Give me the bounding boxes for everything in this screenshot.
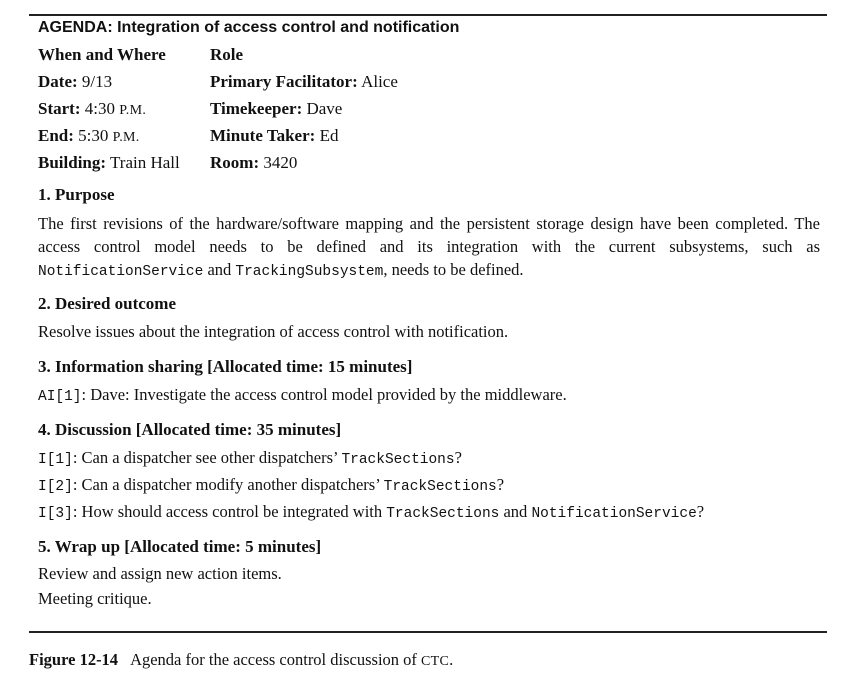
header-row [38,44,398,71]
discussion-issue: I[2]: Can a dispatcher modify another dispatchers’ TrackSections? [38,475,505,495]
purpose-text: The first revisions of the hardware/software mapping and the persistent storage design have been completed. The access control model needs to be defined and its integration with the current subsystems, such as NotificationService and TrackingSubsystem, needs to be defined. [38,214,820,280]
wrap-up-line: Review and assign new action items. [38,564,282,583]
agenda-title: AGENDA: Integration of access control and notification [38,19,460,36]
role-header: Role [210,45,244,64]
start-row [38,98,398,125]
wrap-up-heading: 5. Wrap up [Allocated time: 5 minutes] [38,537,322,556]
timekeeper-field: Timekeeper: Dave [210,99,343,118]
top-rule [29,14,827,16]
figure-number: Figure 12-14 [29,650,119,669]
when-where-header: When and Where [38,45,166,64]
building-row [38,152,398,179]
purpose-heading: 1. Purpose [38,185,115,204]
discussion-issue: I[1]: Can a dispatcher see other dispatchers’ TrackSections? [38,448,462,468]
end-row [38,125,398,152]
discussion-issue: I[3]: How should access control be integrated with TrackSections and NotificationService? [38,502,705,522]
building-field: Building: Train Hall [38,153,180,172]
date-field: Date: 9/13 [38,72,113,91]
desired-outcome-text: Resolve issues about the integration of access control with notification. [38,322,509,341]
figure-caption: Figure 12-14 Agenda for the access control discussion of CTC. [29,650,454,669]
information-sharing-heading: 3. Information sharing [Allocated time: 15 minutes] [38,357,413,376]
end-field: End: 5:30 P.M. [38,126,140,145]
action-item: AI[1]: Dave: Investigate the access control model provided by the middleware. [38,385,567,405]
facilitator-field: Primary Facilitator: Alice [210,72,398,91]
discussion-heading: 4. Discussion [Allocated time: 35 minutes] [38,420,342,439]
wrap-up-line: Meeting critique. [38,589,152,608]
minute-taker-field: Minute Taker: Ed [210,126,339,145]
desired-outcome-heading: 2. Desired outcome [38,294,177,313]
meeting-info-grid [38,44,398,179]
room-field: Room: 3420 [210,153,298,172]
start-field: Start: 4:30 P.M. [38,99,147,118]
bottom-rule [29,631,827,633]
date-row [38,71,398,98]
